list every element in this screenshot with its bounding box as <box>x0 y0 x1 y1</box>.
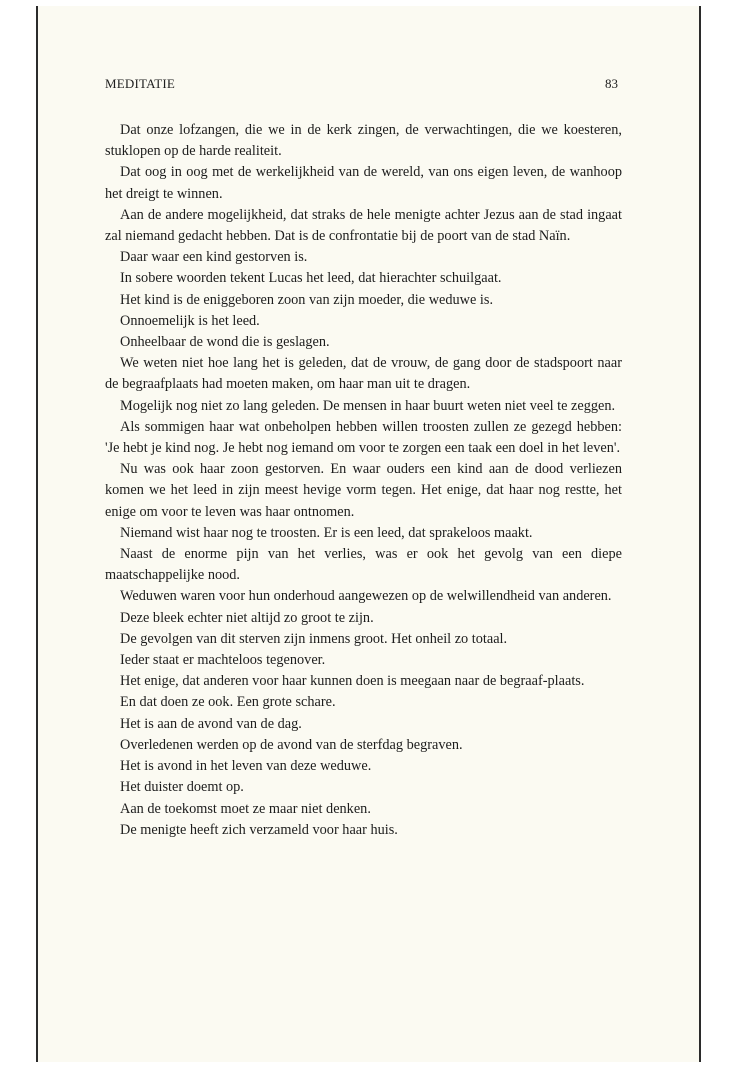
chapter-title: MEDITATIE <box>105 76 176 91</box>
paragraph: Het enige, dat anderen voor haar kunnen doen is meegaan naar de begraaf-plaats. <box>120 673 585 690</box>
paragraph: Niemand wist haar nog te troosten. Er is een leed, dat sprakeloos maakt. <box>120 524 533 541</box>
paragraph: Het is aan de avond van de dag. <box>120 715 302 732</box>
paragraph: Aan de andere mogelijkheid, dat straks de hele menigte achter Jezus aan de stad ingaat zal niemand gedacht hebben. Dat is de confrontatie bij de poort van de stad Naïn. <box>105 206 622 245</box>
paragraph: Het duister doemt op. <box>120 779 244 796</box>
page-number: 83 <box>605 76 618 91</box>
paragraph: Deze bleek echter niet altijd zo groot te zijn. <box>120 609 374 626</box>
paragraph: Ieder staat er machteloos tegenover. <box>120 652 326 669</box>
paragraph: Dat oog in oog met de werkelijkheid van de wereld, van ons eigen leven, de wanhoop het dreigt te winnen. <box>105 164 622 202</box>
paragraph: In sobere woorden tekent Lucas het leed, dat hierachter schuilgaat. <box>120 270 502 287</box>
paragraph: Nu was ook haar zoon gestorven. En waar ouders een kind aan de dood verliezen komen we het leed in zijn meest hevige vorm tegen. Het enige, dat haar nog restte, het enige om voor te leven was haar ontnomen. <box>105 461 622 520</box>
paragraph: Daar waar een kind gestorven is. <box>120 249 308 266</box>
paragraph: Mogelijk nog niet zo lang geleden. De mensen in haar buurt weten niet veel te zeggen. <box>120 397 616 414</box>
paragraph: Weduwen waren voor hun onderhoud aangewezen op de welwillendheid van anderen. <box>120 588 612 605</box>
paragraph: Het kind is de eniggeboren zoon van zijn moeder, die weduwe is. <box>120 291 494 308</box>
paragraph: Dat onze lofzangen, die we in de kerk zingen, de verwachtingen, die we koesteren, stuklopen op de harde realiteit. <box>105 122 622 160</box>
paragraph: Onnoemelijk is het leed. <box>120 312 260 329</box>
paragraph: Overledenen werden op de avond van de sterfdag begraven. <box>120 736 463 753</box>
running-header <box>105 76 618 96</box>
paragraph: Naast de enorme pijn van het verlies, was er ook het gevolg van een diepe maatschappelijke nood. <box>105 546 622 584</box>
paragraph: En dat doen ze ook. Een grote schare. <box>120 694 336 711</box>
paragraph: Als sommigen haar wat onbeholpen hebben willen troosten zullen ze gezegd hebben: 'Je hebt je kind nog. Je hebt nog iemand om voor te zorgen een taak een doel in het leven'. <box>105 418 622 457</box>
paragraph: We weten niet hoe lang het is geleden, dat de vrouw, de gang door de stadspoort naar de begraafplaats had moeten maken, om haar man uit te dragen. <box>105 355 622 393</box>
paragraph: De gevolgen van dit sterven zijn inmens groot. Het onheil zo totaal. <box>120 630 508 647</box>
body-text <box>105 120 622 841</box>
paragraph: Het is avond in het leven van deze weduwe. <box>120 758 372 775</box>
paragraph: Aan de toekomst moet ze maar niet denken. <box>120 800 371 817</box>
paragraph: Onheelbaar de wond die is geslagen. <box>120 334 330 351</box>
paragraph: De menigte heeft zich verzameld voor haar huis. <box>120 821 398 838</box>
book-page <box>36 6 701 1062</box>
